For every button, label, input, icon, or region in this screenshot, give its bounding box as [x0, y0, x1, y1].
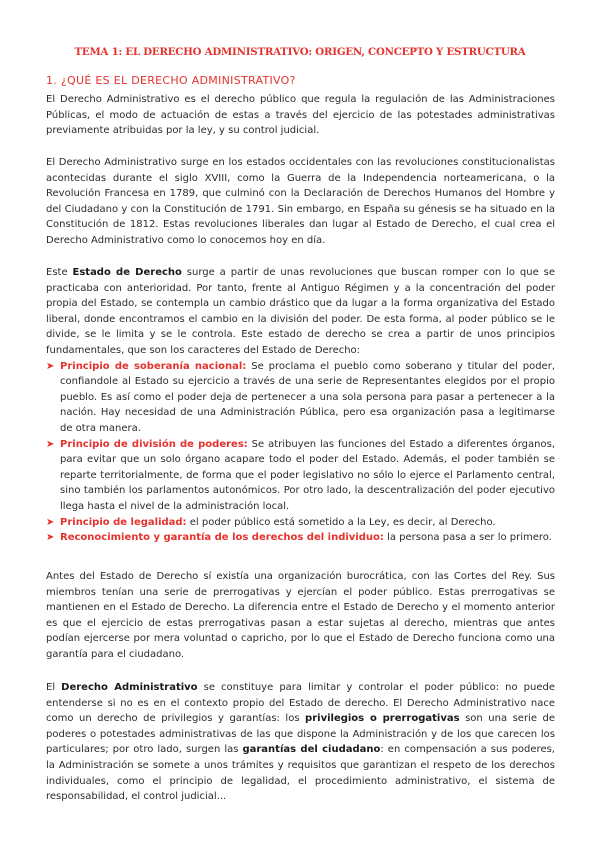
paragraph-origin	[46, 155, 555, 249]
paragraph-estado-derecho	[46, 265, 555, 546]
paragraph-derecho-administrativo	[46, 680, 555, 805]
paragraph-5: El Derecho Administrativo se constituye para limitar y controlar el poder público: no puede entenderse si no es en el contexto propio del Estado de derecho. El Derecho Administrativo nace como un derecho de privilegios y garantías: los privilegios o prerrogativas son una serie de poderes o potestades administrativas de las que dispone la Administración y de los que carecen los particulares; por otro lado, surgen las garantías del ciudadano: en compensación a sus poderes, la Administración se somete a unos trámites y requisitos que garantizan el respeto de los derechos individuales, como el principio de legalidad, el procedimiento administrativo, el sistema de responsabilidad, el control judicial...	[46, 682, 556, 803]
arrowhead-icon: ➤	[46, 438, 55, 450]
section-heading: 1. ¿QUÉ ES EL DERECHO ADMINISTRATIVO?	[46, 74, 296, 87]
list-item: ➤ Reconocimiento y garantía de los derechos del individuo: la persona pasa a ser lo primero.	[46, 530, 555, 546]
arrowhead-icon: ➤	[46, 516, 55, 528]
paragraph-2: El Derecho Administrativo surge en los estados occidentales con las revoluciones constitucionalistas acontecidas durante el siglo XVIII, como la Guerra de la Independencia norteamericana, o la Revolución Francesa en 1789, que culminó con la Declaración de Derechos Humanos del Hombre y del Ciudadano y con la Constitución de 1791. Sin embargo, en España su génesis se ha situado en la Constitución de 1812. Estas revoluciones liberales dan lugar al Estado de Derecho, el cual crea el Derecho Administrativo como lo conocemos hoy en día.	[46, 157, 555, 246]
document-title: TEMA 1: EL DERECHO ADMINISTRATIVO: ORIGEN, CONCEPTO Y ESTRUCTURA	[74, 46, 526, 58]
paragraph-prerrogativas	[46, 569, 555, 663]
bold-term: Estado de Derecho	[72, 267, 182, 278]
paragraph-4: Antes del Estado de Derecho sí existía una organización burocrática, con las Cortes del Rey. Sus miembros tenían una serie de prerrogativas y ejercían el poder público. Estas prerrogativas se mantienen en el Estado de Derecho. La diferencia entre el Estado de Derecho y el momento anterior es que el ejercicio de estas prerrogativas pasan a estar sujetas al derecho, mientras que antes podían ejercerse por mera voluntad o capricho, por lo que el Estado de Derecho funciona como una garantía para el ciudadano.	[46, 571, 555, 660]
paragraph-definition	[46, 92, 555, 139]
list-item: ➤ Principio de legalidad: el poder público está sometido a la Ley, es decir, al Derecho.	[46, 515, 555, 531]
arrowhead-icon: ➤	[46, 360, 55, 372]
bold-term: Derecho Administrativo	[61, 682, 198, 693]
principles-list	[46, 359, 555, 546]
list-item: ➤ Principio de soberanía nacional: Se proclama el pueblo como soberano y titular del poder, confiandole al Estado su ejercicio a través de una serie de Representantes elegidos por el propio pueblo. Es así como el poder deja de pertenecer a una sola persona para pasar a pertenecer a la nación. Hay necesidad de una Administración Pública, pero esa organización pasa a legitimarse de otra manera.	[46, 360, 555, 434]
list-item: ➤ Principio de división de poderes: Se atribuyen las funciones del Estado a diferentes órganos, para evitar que un solo órgano acapare todo el poder del Estado. Además, el poder también se reparte territorialmente, de forma que el poder legislativo no sólo lo ejerce el Parlamento central, sino también los parlamentos autonómicos. Por otro lado, la descentralización del poder ejecutivo llega hasta el nivel de la administración local.	[46, 438, 555, 512]
paragraph-1: El Derecho Administrativo es el derecho público que regula la regulación de las Administraciones Públicas, el modo de actuación de estas a través del ejercicio de las potestades administrativas previamente atribuidas por la ley, y su control judicial.	[46, 94, 555, 137]
bold-term: garantías del ciudadano	[242, 744, 381, 756]
paragraph-3: Este Estado de Derecho surge a partir de unas revoluciones que buscan romper con lo que se practicaba con anterioridad. Por tanto, frente al Antiguo Régimen y a la concentración del poder propia del Estado, se contempla un cambio drástico que da lugar a la forma organizativa del Estado liberal, donde encontramos el cambio en la división del poder. De esta forma, al poder público se le divide, se le limita y se le controla. Este estado de derecho se crea a partir de unos principios fundamentales, que son los caracteres del Estado de Derecho:	[46, 267, 555, 356]
arrowhead-icon: ➤	[46, 532, 55, 544]
bold-term: privilegios o prerrogativas	[305, 713, 460, 725]
